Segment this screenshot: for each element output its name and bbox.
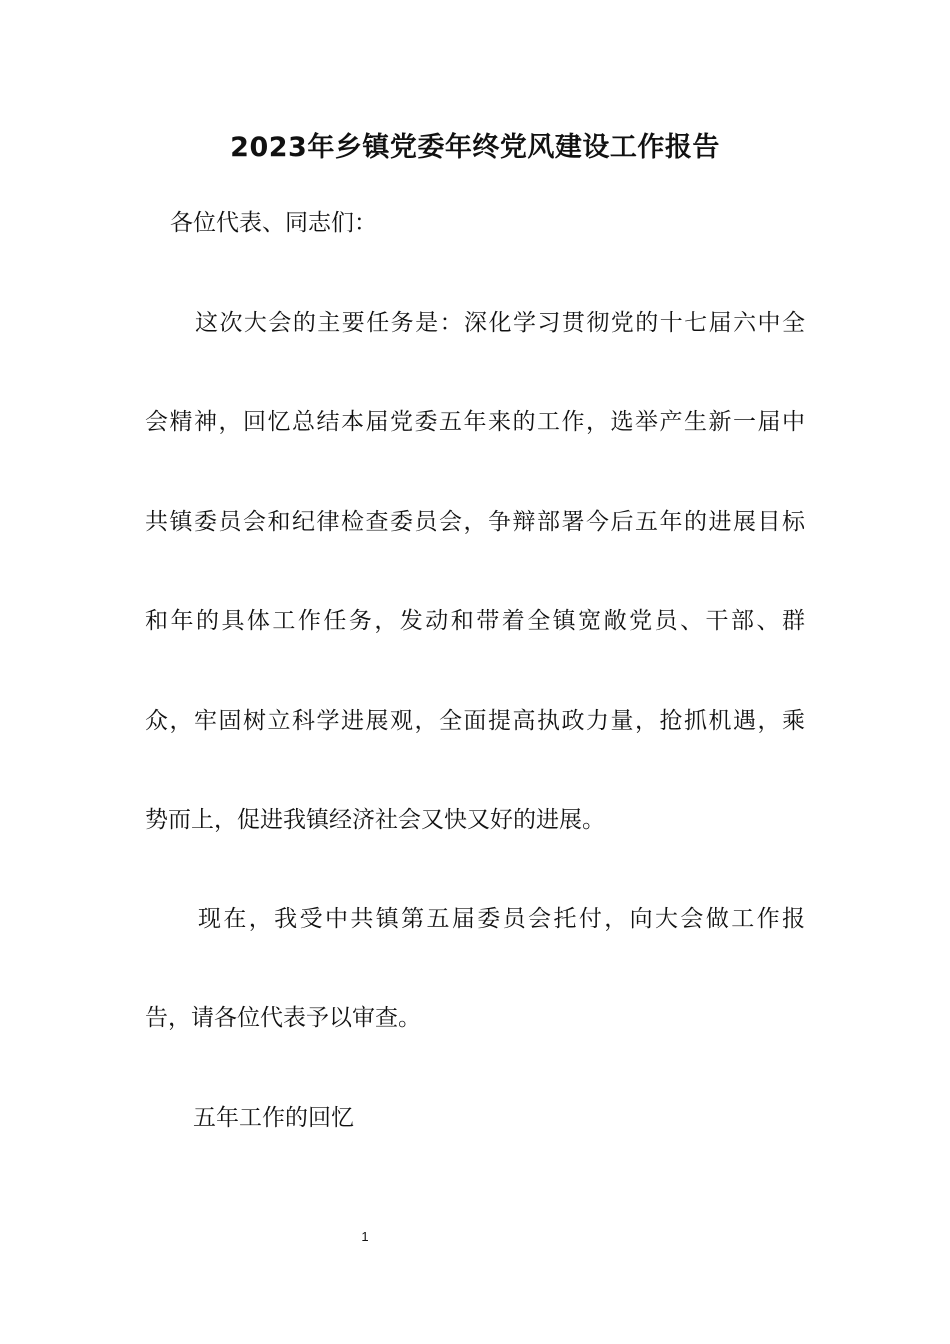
paragraph-line: 势而上，促进我镇经济社会又快又好的进展。 xyxy=(145,807,605,833)
salutation: 各位代表、同志们： xyxy=(170,210,377,236)
paragraph-line: 会精神，回忆总结本届党委五年来的工作，选举产生新一届中 xyxy=(145,409,805,435)
page-number: 1 xyxy=(361,1229,369,1244)
paragraph-line: 这次大会的主要任务是：深化学习贯彻党的十七届六中全 xyxy=(195,310,805,336)
paragraph-line: 共镇委员会和纪律检查委员会，争辩部署今后五年的进展目标 xyxy=(145,509,805,535)
paragraph-line: 现在，我受中共镇第五届委员会托付，向大会做工作报 xyxy=(198,906,805,932)
document-title: 2023年乡镇党委年终党风建设工作报告 xyxy=(230,132,720,163)
paragraph-line: 众，牢固树立科学进展观，全面提高执政力量，抢抓机遇，乘 xyxy=(145,708,805,734)
section-heading: 五年工作的回忆 xyxy=(193,1105,354,1131)
paragraph-line: 告，请各位代表予以审查。 xyxy=(145,1005,421,1031)
paragraph-line: 和年的具体工作任务，发动和带着全镇宽敞党员、干部、群 xyxy=(145,608,805,634)
